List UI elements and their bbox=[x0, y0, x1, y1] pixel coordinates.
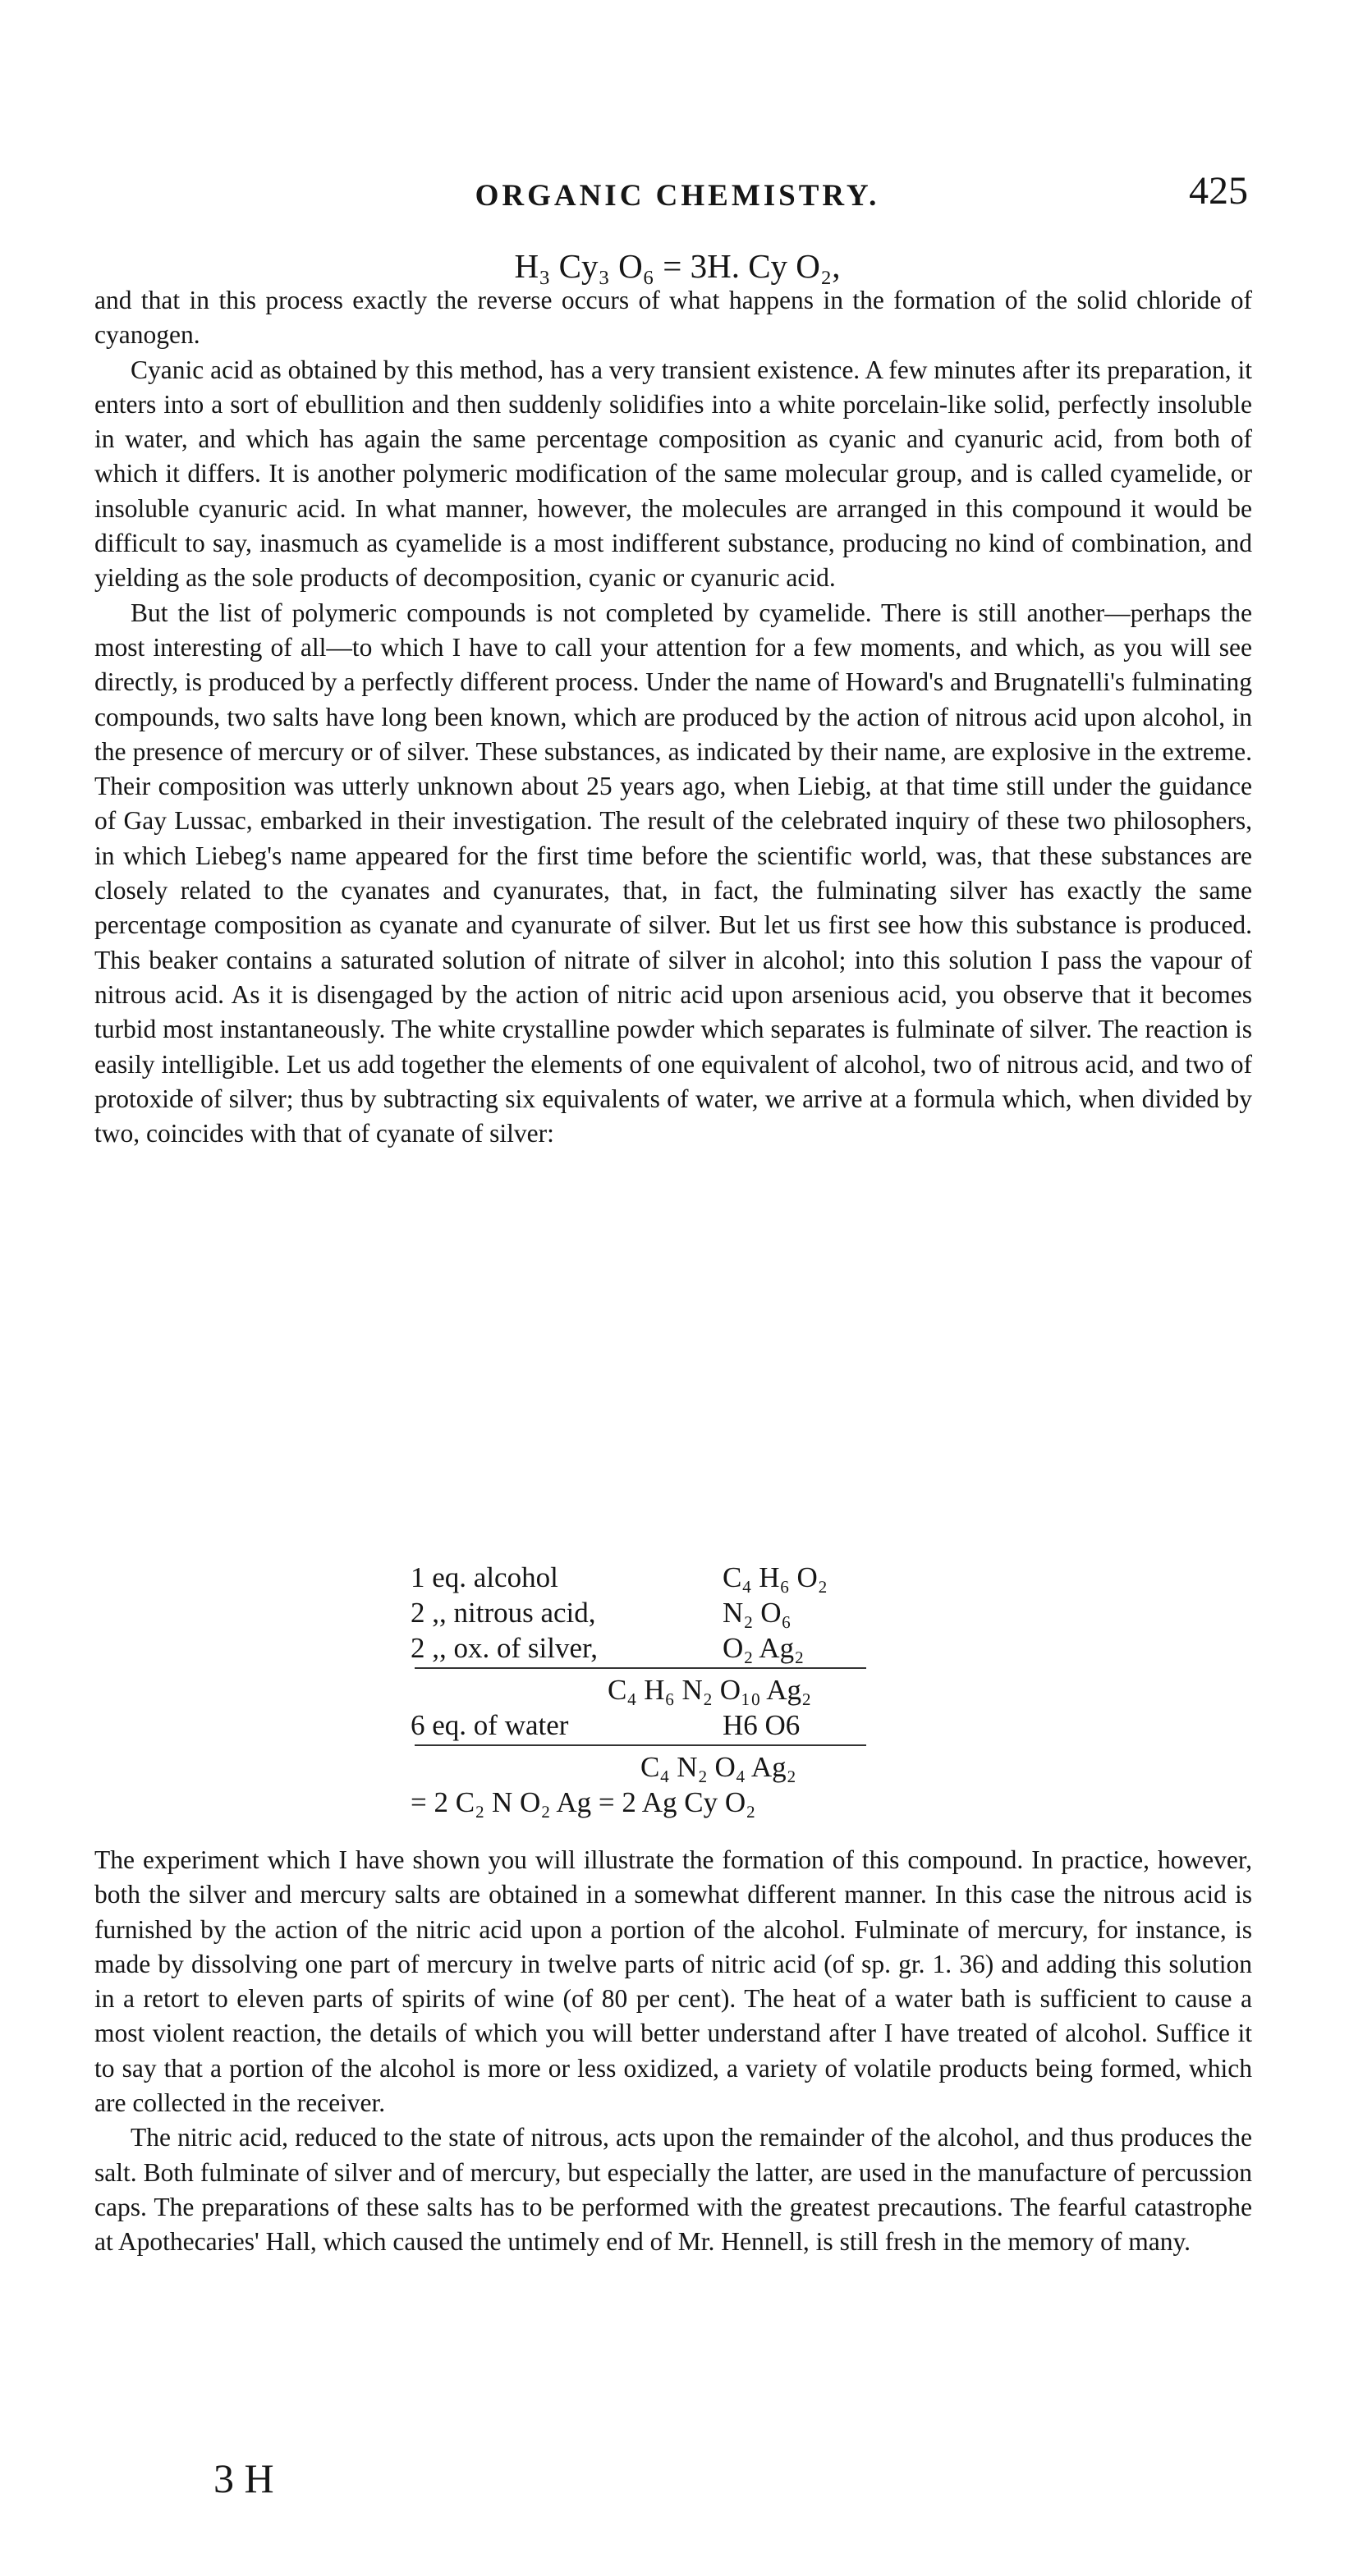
paragraph: and that in this process exactly the reverse occurs of what happens in the formation of the solid chloride of cyanogen. bbox=[94, 286, 1252, 350]
running-head: ORGANIC CHEMISTRY. bbox=[475, 179, 880, 213]
calc-final: = 2 C₂ N O₂ Ag = 2 Ag Cy O₂ bbox=[411, 1786, 756, 1818]
calc-row bbox=[394, 1707, 969, 1743]
calc-label: 6 eq. of water bbox=[411, 1709, 569, 1741]
difference-rule bbox=[415, 1744, 866, 1746]
paragraph: But the list of polymeric compounds is not completed by cyamelide. There is still another—perhaps the most interesting of all—to which I have to call your attention for a few moments, and which, as you will see directly, is produced by a perfectly different process. Under the name of Howard's and Brugnatelli's fulminating compounds, two salts have long been known, which are produced by the action of nitrous acid upon alcohol, in the presence of mercury or of silver. These substances, as indicated by their name, are explosive in the extreme. Their composition was utterly unknown about 25 years ago, when Liebig, at that time still under the guidance of Gay Lussac, embarked in their investigation. The result of the celebrated inquiry of these two philosophers, in which Liebeg's name appeared for the first time before the scientific world, was, that these substances are closely related to the cyanates and cyanurates, that, in fact, the fulminating silver has exactly the same percentage composition as cyanate and cyanurate of silver. But let us first see how this substance is produced. This beaker contains a saturated solution of nitrate of silver in alcohol; into this solution I pass the vapour of nitrous acid. As it is disengaged by the action of nitric acid upon arsenious acid, you observe that it becomes turbid most instantaneously. The white crystalline powder which separates is fulminate of silver. The reaction is easily intelligible. Let us add together the elements of one equivalent of alcohol, two of nitrous acid, and two of protoxide of silver; thus by subtracting six equivalents of water, we arrive at a formula which, when divided by two, coincides with that of cyanate of silver: bbox=[94, 598, 1252, 1148]
formula-equation: H₃ Cy₃ O₆ = 3H. Cy O₂, bbox=[514, 247, 841, 285]
calc-value: O₂ Ag₂ bbox=[723, 1632, 805, 1664]
signature-mark: 3 H bbox=[213, 2455, 274, 2501]
sum-rule bbox=[415, 1667, 866, 1669]
calc-sum-row bbox=[394, 1672, 969, 1707]
calc-label: 2 ,, ox. of silver, bbox=[411, 1632, 599, 1664]
calc-label: 1 eq. alcohol bbox=[411, 1561, 558, 1593]
body-text-top bbox=[94, 283, 1252, 1151]
paragraph: The nitric acid, reduced to the state of nitrous, acts upon the remainder of the alcohol, and thus produces the salt. Both fulminate of silver and of mercury, but especially the latter, are used in the manufacture of percussion caps. The preparations of these salts has to be performed with the greatest precautions. The fearful catastrophe at Apothecaries' Hall, which caused the untimely end of Mr. Hennell, is still fresh in the memory of many. bbox=[94, 2123, 1252, 2257]
calc-label: 2 ,, nitrous acid, bbox=[411, 1597, 596, 1629]
calc-sum: C₄ H₆ N₂ O₁₀ Ag₂ bbox=[608, 1674, 812, 1706]
calc-row bbox=[394, 1560, 969, 1595]
calc-final-row bbox=[394, 1785, 969, 1820]
calc-row bbox=[394, 1595, 969, 1630]
page-number: 425 bbox=[1189, 169, 1248, 213]
fulminate-calculation bbox=[394, 1560, 969, 1820]
paragraph: Cyanic acid as obtained by this method, has a very transient existence. A few minutes after its preparation, it enters into a sort of ebullition and then suddenly solidifies into a white porcelain-like solid, perfectly insoluble in water, and which has again the same percentage composition as cyanic and cyanuric acid, from both of which it differs. It is another polymeric modification of the same molecular group, and is called cyamelide, or insoluble cyanuric acid. In what manner, however, the molecules are arranged in this compound it would be difficult to say, inasmuch as cyamelide is a most indifferent substance, producing no kind of combination, and yielding as the sole products of decomposition, cyanic or cyanuric acid. bbox=[94, 355, 1252, 593]
calc-remainder: C₄ N₂ O₄ Ag₂ bbox=[640, 1751, 796, 1783]
calc-remainder-row bbox=[394, 1749, 969, 1785]
body-text-bottom bbox=[94, 1843, 1252, 2260]
calc-value: H6 O6 bbox=[723, 1709, 801, 1741]
calc-value: N₂ O₆ bbox=[723, 1597, 792, 1629]
paragraph: The experiment which I have shown you will illustrate the formation of this compound. In practice, however, both the silver and mercury salts are obtained in a somewhat different manner. In this case the nitrous acid is furnished by the action of the nitric acid upon a portion of the alcohol. Fulminate of mercury, for instance, is made by dissolving one part of mercury in twelve parts of nitric acid (of sp. gr. 1. 36) and adding this solution in a retort to eleven parts of spirits of wine (of 80 per cent). The heat of a water bath is sufficient to cause a most violent reaction, the details of which you will better understand after I have treated of alcohol. Suffice it to say that a portion of the alcohol is more or less oxidized, a variety of volatile products being formed, which are collected in the receiver. bbox=[94, 1845, 1252, 2118]
calc-row bbox=[394, 1630, 969, 1666]
calc-value: C₄ H₆ O₂ bbox=[723, 1561, 828, 1593]
page-header bbox=[107, 168, 1248, 218]
